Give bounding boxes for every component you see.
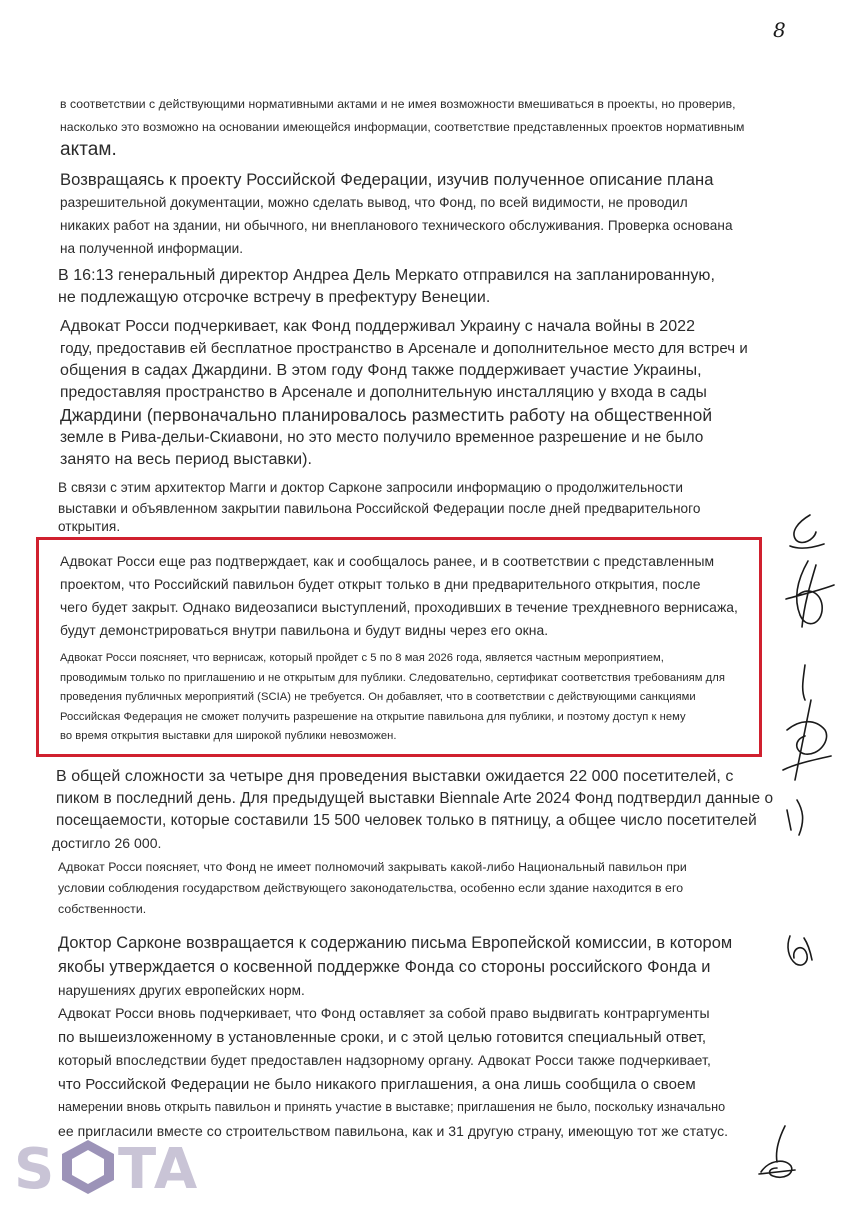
text-line: проектом, что Российский павильон будет открыт только в дни предварительного открытия, после: [60, 576, 701, 592]
text-line: по вышеизложенному в установленные сроки, и с этой целью готовится специальный ответ,: [58, 1028, 707, 1046]
svg-text:S: S: [14, 1138, 57, 1194]
watermark-logo: [14, 1138, 229, 1194]
paragraph-11: [58, 1002, 763, 1143]
signature-mark-4: [780, 930, 820, 972]
signature-mark-1: [780, 510, 830, 555]
text-line: актам.: [60, 139, 117, 160]
text-line: открытия.: [58, 519, 121, 534]
text-line: Адвокат Росси подчеркивает, как Фонд поддерживал Украину с начала войны в 2022: [60, 318, 696, 335]
text-line: во время открытия выставки для широкой публики невозможен.: [60, 730, 397, 742]
text-line: что Российской Федерации не было никакого приглашения, а она лишь сообщила о своем: [58, 1075, 696, 1093]
text-line: Адвокат Росси вновь подчеркивает, что Фонд оставляет за собой право выдвигать контраргументы: [58, 1005, 710, 1021]
text-line: насколько это возможно на основании имеющейся информации, соответствие представленных проектов нормативным: [60, 120, 745, 134]
page-number-mark: 8: [773, 18, 786, 42]
paragraph-4: [60, 316, 765, 471]
text-line: не подлежащую отсрочке встречу в префектуру Венеции.: [58, 289, 491, 306]
text-line: нарушениях других европейских норм.: [58, 983, 305, 998]
paragraph-7: [60, 649, 765, 747]
text-line: земле в Рива-дельи-Скиавони, но это место получило временное разрешение и не было: [60, 429, 704, 446]
text-line: на полученной информации.: [60, 241, 244, 256]
svg-text:TA: TA: [118, 1138, 200, 1194]
paragraph-2: [60, 168, 765, 260]
text-line: условии соблюдения государством действующего законодательства, особенно если здание находится в его: [58, 881, 684, 895]
text-line: В 16:13 генеральный директор Андреа Дель Меркато отправился на запланированную,: [58, 267, 715, 284]
text-line: разрешительной документации, можно сделать вывод, что Фонд, по всей видимости, не проводил: [60, 195, 688, 210]
text-line: который впоследствии будет предоставлен надзорному органу. Адвокат Росси также подчеркивает,: [58, 1052, 711, 1068]
text-line: предоставляя пространство в Арсенале и дополнительную инсталляцию у входа в сады: [60, 384, 707, 401]
paragraph-6: [60, 550, 765, 642]
text-line: достигло 26 000.: [52, 835, 162, 851]
text-line: посещаемости, которые составили 15 500 человек только в пятницу, а общее число посетителей: [56, 812, 757, 829]
paragraph-1: [60, 93, 765, 161]
text-line: проводимым только по приглашению и не открытым для публики. Следовательно, сертификат соответствия требованиям для: [60, 671, 725, 684]
paragraph-9: [58, 857, 763, 920]
signature-mark-2: [780, 555, 840, 635]
text-line: Адвокат Росси еще раз подтверждает, как и сообщалось ранее, и в соответствии с представленным: [60, 553, 715, 569]
text-line: будут демонстрироваться внутри павильона и будут видны через его окна.: [60, 622, 549, 638]
text-line: Доктор Сарконе возвращается к содержанию письма Европейской комиссии, в котором: [58, 934, 733, 952]
text-line: проведения публичных мероприятий (SCIA) не требуется. Он добавляет, что в соответствии с действующими санкциями: [60, 691, 696, 703]
text-line: Адвокат Росси поясняет, что вернисаж, который пройдет с 5 по 8 мая 2026 года, является частным мероприятием,: [60, 652, 664, 664]
paragraph-8: [52, 766, 774, 854]
text-line: занято на весь период выставки).: [60, 451, 312, 468]
text-line: году, предоставив ей бесплатное пространство в Арсенале и дополнительное место для встреч и: [60, 340, 748, 357]
text-line: Возвращаясь к проекту Российской Федерации, изучив полученное описание плана: [60, 170, 714, 189]
text-line: никаких работ на здании, ни обычного, ни внепланового технического обслуживания. Проверка основана: [60, 218, 733, 233]
paragraph-5: [58, 477, 763, 535]
text-line: выставки и объявленном закрытии павильона Российской Федерации после дней предварительного: [58, 501, 701, 516]
sota-logo-icon: [14, 1138, 229, 1194]
text-line: Российская Федерация не сможет получить разрешение на открытие павильона для публики, и поэтому доступ к нему: [60, 710, 686, 723]
text-line: Адвокат Росси поясняет, что Фонд не имеет полномочий закрывать какой-либо Национальный павильон при: [58, 860, 687, 874]
text-line: пиком в последний день. Для предыдущей выставки Biennale Arte 2024 Фонд подтвердил данные о: [56, 790, 774, 807]
text-line: собственности.: [58, 902, 147, 916]
text-line: общения в садах Джардини. В этом году Фонд также поддерживает участие Украины,: [60, 362, 702, 379]
text-line: Джардини (первоначально планировалось разместить работу на общественной: [60, 405, 713, 425]
text-line: В общей сложности за четыре дня проведения выставки ожидается 22 000 посетителей, с: [56, 768, 734, 785]
text-line: ее пригласили вместе со строительством павильона, как и 31 другую страну, имеющую тот же статус.: [58, 1122, 729, 1139]
signature-mark-3: [775, 660, 840, 845]
paragraph-3: [58, 265, 763, 309]
signature-mark-5: [755, 1122, 800, 1182]
paragraph-10: [58, 931, 763, 1003]
text-line: намерении вновь открыть павильон и принять участие в выставке; приглашения не было, поскольку изначально: [58, 1100, 726, 1114]
text-line: в соответствии с действующими нормативными актами и не имея возможности вмешиваться в проекты, но проверив,: [60, 97, 736, 111]
text-line: В связи с этим архитектор Магги и доктор Сарконе запросили информацию о продолжительности: [58, 480, 684, 495]
text-line: чего будет закрыт. Однако видеозаписи выступлений, проходивших в течение трехдневного вернисажа,: [60, 599, 738, 615]
text-line: якобы утверждается о косвенной поддержке Фонда со стороны российского Фонда и: [58, 958, 711, 976]
